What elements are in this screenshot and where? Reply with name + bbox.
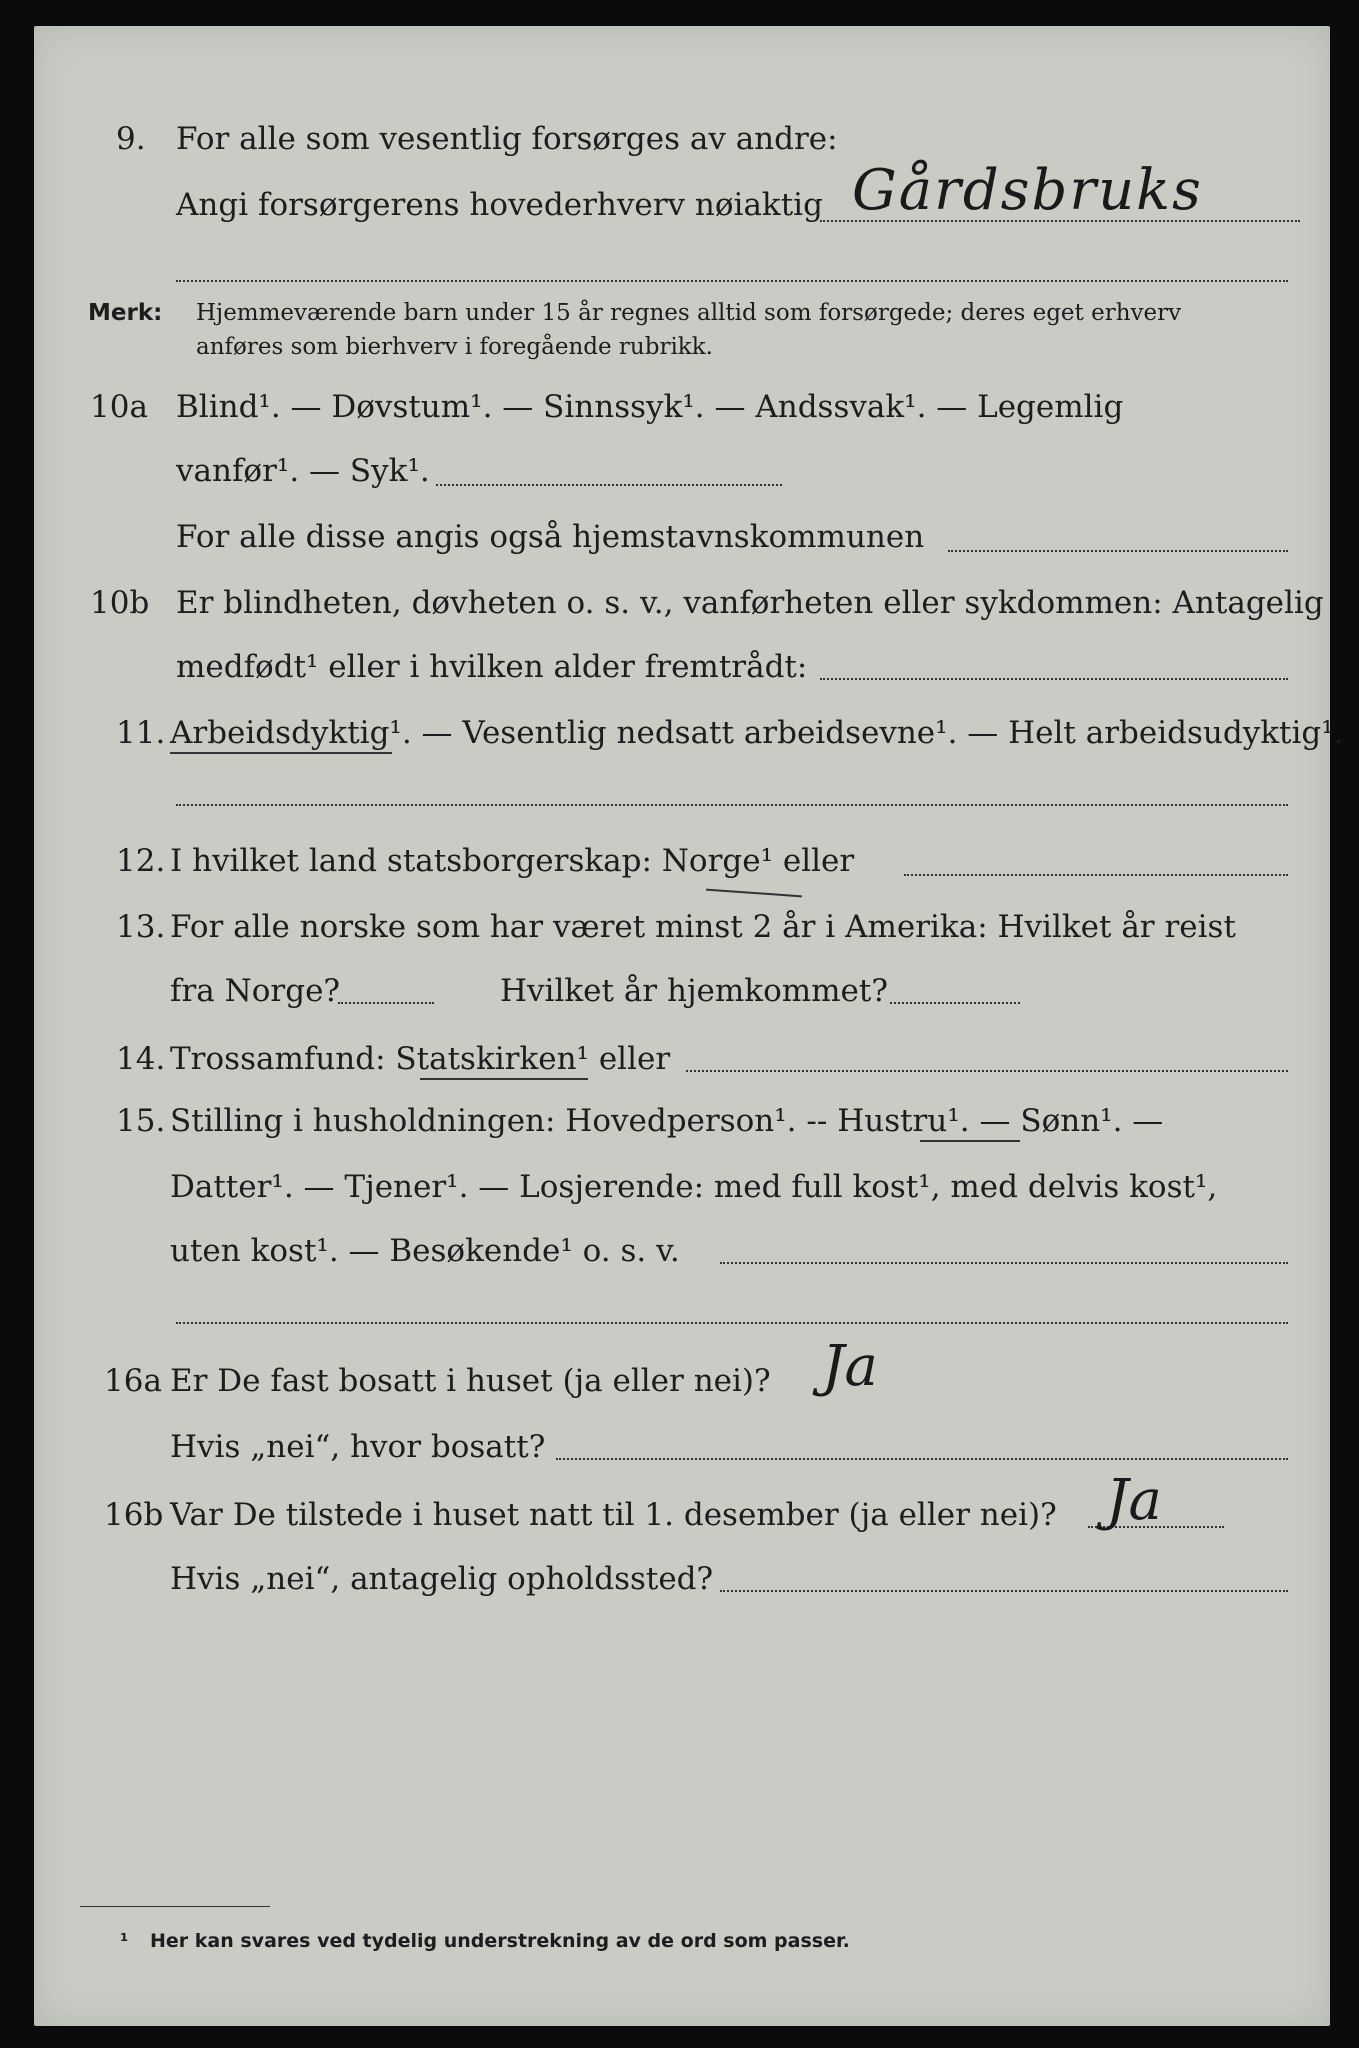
q11-underline-arbeidsdyktig [170,752,392,754]
q13-line2b: Hvilket år hjemkommet? [500,973,888,1009]
q11-extra-line [176,804,1288,806]
q16a-handwritten-answer: Ja [822,1334,878,1399]
q16a-bosatt-line [556,1458,1288,1460]
q16a-line2: Hvis „nei“, hvor bosatt? [170,1429,546,1465]
q11-number: 11. [116,715,166,751]
q16b-line1: Var De tilstede i huset natt til 1. desember (ja eller nei)? [170,1497,1057,1533]
q10b-line2: medfødt¹ eller i hvilken alder fremtrådt: [176,649,808,685]
q9-number: 9. [116,121,146,157]
q14-underline-statskirken [420,1078,588,1080]
census-form-page [34,26,1330,2026]
q9-extra-line [176,280,1288,282]
merk-label: Merk: [88,300,163,326]
q13-reist-line [338,1002,434,1004]
q9-line1: For alle som vesentlig forsørges av andre: [176,121,838,157]
q13-number: 13. [116,909,166,945]
q13-line1: For alle norske som har været minst 2 år i Amerika: Hvilket år reist [170,909,1236,945]
q15-extra-line [176,1322,1288,1324]
q11-line1: Arbeidsdyktig¹. — Vesentlig nedsatt arbeidsevne¹. — Helt arbeidsudyktig¹. [170,715,1344,751]
q16a-number: 16a [104,1363,162,1399]
q9-handwritten-answer: Gårdsbruks [852,158,1203,223]
q10b-number: 10b [90,585,150,621]
q10a-line1: Blind¹. — Døvstum¹. — Sinnssyk¹. — Andssvak¹. — Legemlig [176,389,1124,425]
q10b-line1: Er blindheten, døvheten o. s. v., vanførheten eller sykdommen: Antagelig [176,585,1324,621]
q15-underline-hustru [920,1140,1020,1142]
q10a-syk-line [436,484,782,486]
q15-line3: uten kost¹. — Besøkende¹ o. s. v. [170,1233,680,1269]
merk-line2: anføres som bierhverv i foregående rubrikk. [196,334,713,360]
footnote-rule [80,1906,270,1907]
q12-line1: I hvilket land statsborgerskap: Norge¹ eller [170,843,855,879]
q16b-line2: Hvis „nei“, antagelig opholdssted? [170,1561,714,1597]
q10a-line2: vanfør¹. — Syk¹. [176,453,430,489]
q14-answer-line [686,1070,1288,1072]
q15-line2: Datter¹. — Tjener¹. — Losjerende: med full kost¹, med delvis kost¹, [170,1169,1218,1205]
q15-number: 15. [116,1103,166,1139]
q12-answer-line [904,874,1288,876]
q10b-answer-line [820,678,1288,680]
q16b-number: 16b [104,1497,164,1533]
q9-line2: Angi forsørgerens hovederhverv nøiaktig [176,187,823,223]
q10a-number: 10a [90,389,148,425]
q16a-line1: Er De fast bosatt i huset (ja eller nei)? [170,1363,771,1399]
q10a-hjemstavn-line [948,550,1288,552]
q14-number: 14. [116,1041,166,1077]
q10a-line3: For alle disse angis også hjemstavnskommunen [176,519,925,555]
q15-answer-line [720,1262,1288,1264]
footnote-mark: ¹ [120,1930,129,1952]
q14-line1: Trossamfund: Statskirken¹ eller [170,1041,671,1077]
q13-hjemkommet-line [890,1002,1020,1004]
q13-line2a: fra Norge? [170,973,341,1009]
q16b-opholdssted-line [720,1590,1288,1592]
q12-number: 12. [116,843,166,879]
q15-line1: Stilling i husholdningen: Hovedperson¹. -- Hustru¹. — Sønn¹. — [170,1103,1164,1139]
footnote-text: Her kan svares ved tydelig understrekning av de ord som passer. [150,1930,850,1952]
q16b-handwritten-answer: Ja [1106,1468,1162,1533]
merk-line1: Hjemmeværende barn under 15 år regnes alltid som forsørgede; deres eget erhverv [196,300,1182,326]
